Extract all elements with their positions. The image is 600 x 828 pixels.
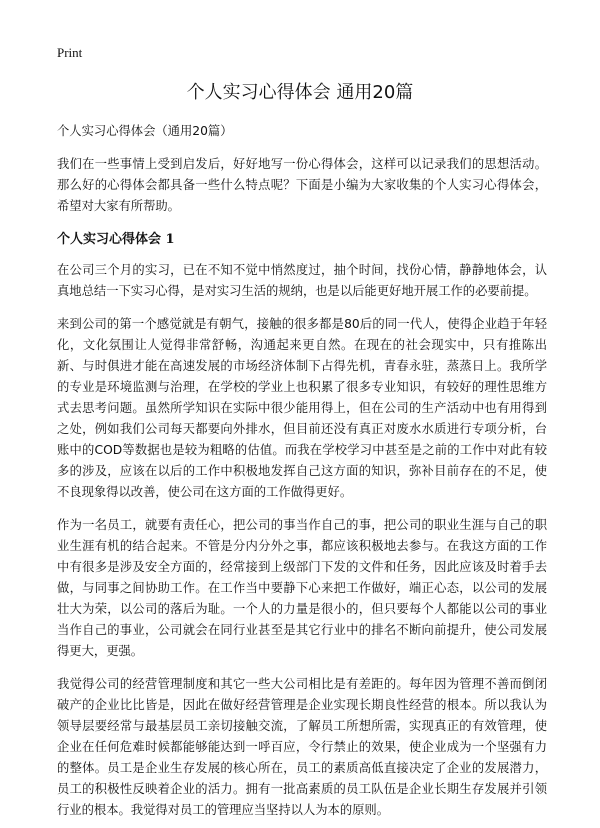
intro-paragraph: 我们在一些事情上受到启发后，好好地写一份心得体会，这样可以记录我们的思想活动。那么好的心得体会都具备一些什么特点呢？下面是小编为大家收集的个人实习心得体会，希望对大家有所帮助。 xyxy=(57,157,547,213)
print-label: Print xyxy=(57,45,83,60)
document-subtitle: 个人实习心得体会（通用20篇） xyxy=(57,124,233,138)
body-paragraph: 我觉得公司的经营管理制度和其它一些大公司相比是有差距的。每年因为管理不善而倒闭破产的企业比比皆是，因此在做好经营管理是企业实现长期良性经营的根本。所以我认为领导层要经常与最基层员工亲切接触交流，了解员工所想所需，实现真正的有效管理，使企业在任何危难时候都能够能达到一呼百应，令行禁止的效果，使企业成为一个坚强有力的整体。员工是企业生存发展的核心所在，员工的素质高低直接决定了企业的发展潜力，员工的积极性反映着企业的活力。拥有一批高素质的员工队伍是企业长期生存发展并引领行业的根本。我觉得对员工的管理应当坚持以人为本的原则。 xyxy=(57,677,547,817)
body-paragraph: 在公司三个月的实习，已在不知不觉中悄然度过，抽个时间，找份心情，静静地体会，认真地总结一下实习心得，是对实习生活的规纳，也是以后能更好地开展工作的必要前提。 xyxy=(57,263,547,298)
section-heading: 个人实习心得体会 1 xyxy=(57,232,175,247)
document-title: 个人实习心得体会 通用20篇 xyxy=(186,82,414,103)
document-body xyxy=(57,121,547,828)
body-paragraph: 作为一名员工，就要有责任心，把公司的事当作自己的事，把公司的职业生涯与自己的职业生涯有机的结合起来。不管是分内分外之事，都应该积极地去参与。在我这方面的工作中有很多是涉及安全方面的，经常接到上级部门下发的文件和任务，因此应该及时着手去做，与同事之间协助工作。在工作当中要静下心来把工作做好，端正心态，以公司的发展壮大为荣，以公司的落后为耻。一个人的力量是很小的，但只要每个人都能以公司的事业当作自己的事业，公司就会在同行业甚至是其它行业中的排名不断向前提升，使公司发展得更大，更强。 xyxy=(57,518,547,658)
body-paragraph: 来到公司的第一个感觉就是有朝气，接触的很多都是80后的同一代人，使得企业趋于年轻化，文化氛围让人觉得非常舒畅，沟通起来更自然。在现在的社会现实中，只有推陈出新、与时俱进才能在高速发展的市场经济体制下占得先机，青春永驻，蒸蒸日上。我所学的专业是环境监测与治理，在学校的学业上也积累了很多专业知识，有较好的理性思维方式去思考问题。虽然所学知识在实际中很少能用得上，但在公司的生产活动中也有用得到之处，例如我们公司每天都要向外排水，但目前还没有真正对废水水质进行专项分析，台账中的COD等数据也是较为粗略的估值。而我在学校学习中甚至是之前的工作中对此有较多的涉及，应该在以后的工作中积极地发挥自己这方面的知识，弥补目前存在的不足，使不良现象得以改善，使公司在这方面的工作做得更好。 xyxy=(57,317,547,499)
